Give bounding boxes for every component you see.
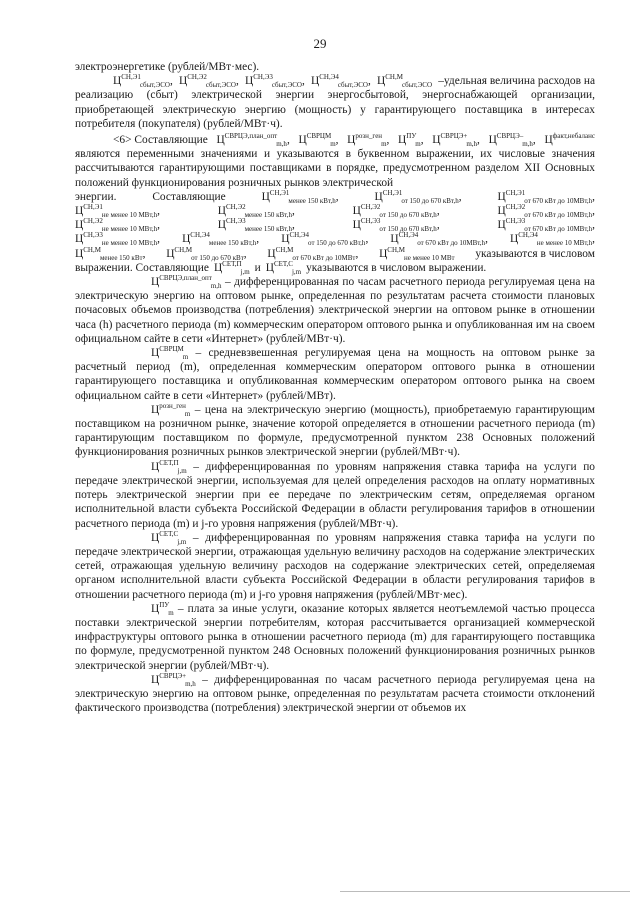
vars-line-2 <box>75 204 595 218</box>
symbol-m-less10: $Ц^{СН,М}_{не менее 10 МВт}$ <box>379 245 455 262</box>
vars-line-3 <box>75 218 595 232</box>
symbol-e3-less150: $Ц^{СН,Э3}_{менее 150 кВт,h}$, <box>217 217 295 234</box>
sbyt-desc-start: –удельная величина расходов на <box>438 75 595 88</box>
symbol-e1-150-670: $Ц^{СН,Э1}_{от 150 до 670 кВт,h}$, <box>374 188 462 205</box>
symbol-sbyt-m: $Ц^{СН,М}_{сбыт,ЭСО}$ <box>377 73 433 90</box>
document-body <box>75 60 595 715</box>
symbol-e2-150-670: $Ц^{СН,Э2}_{от 150 до 670 кВт,h}$, <box>352 203 440 220</box>
symbol-e2-less150: $Ц^{СН,Э2}_{менее 150 кВт,h}$, <box>217 203 295 220</box>
scan-edge-line <box>340 891 630 895</box>
symbol-m-150-670: $Ц^{СН,М}_{от 150 до 670 кВт}$, <box>166 245 247 262</box>
paragraph-sbyt-desc: реализацию (сбыт) электрической энергии энергосбытовой, энергоснабжающей организации, приобретающей электрическую энергию (мощность) у гарантирующего поставщика в интересах потребителя (покупателя) (рублей/МВт·ч). <box>75 89 595 130</box>
vars-line-4 <box>75 232 595 246</box>
symbol-fakt-nebalans: $Ц^{факт,небаланс}$ <box>544 132 595 147</box>
definition-set-p: $Ц^{СЕТ,П}_{j,m}$ – дифференцированная по уровням напряжения ставка тарифа на услуги по передаче электрической энергии, используемая для целей определения расходов на оплату нормативных потерь электрической энергии при ее передаче по электрическим сетям, определяемая органом исполнительной власти субъекта Российской Федерации в области регулирования тарифов в отношении расчетного периода (m) и j-го уровня напряжения (рублей/МВт·ч). <box>75 458 595 530</box>
page-number: 29 <box>313 36 327 51</box>
vars-line-1 <box>75 190 595 204</box>
symbol-def-rozn-gen: $Ц^{розн\_ген}_m$ <box>151 401 191 418</box>
sostav-word: Составляющие <box>152 190 226 203</box>
symbol-svrce-minus: $Ц^{СВРЦЭ-}_{m,h}$, <box>488 132 536 149</box>
symbol-plan-opt: $Ц^{СВРЦЭ,план\_опт}_{m,h}$, <box>216 132 290 149</box>
paragraph-footnote-6: являются переменными значениями и указываются в буквенном выражении, их числовые значения рассчитываются гарантирующими поставщиками в порядке, предусмотренном разделом XII Основных положений функционирования розничных рынков электрической <box>75 148 595 189</box>
symbol-def-set-p: $Ц^{СЕТ,П}_{j,m}$ <box>151 458 187 475</box>
symbol-e4-670-10: $Ц^{СН,Э4}_{от 670 кВт до 10МВт,h}$, <box>390 231 488 248</box>
symbol-e3-less10: $Ц^{СН,Э3}_{не менее 10 МВт,h}$, <box>75 231 160 248</box>
definition-svrcm: $Ц^{СВРЦМ}_m$ – средневзвешенная регулируемая цена на мощность на оптовом рынке за расчетный период (m), определенная коммерческим оператором оптового рынка в отношении гарантирующего поставщика и опубликованная коммерческим оператором оптового рынка на своем официальном сайте в сети «Интернет» (рублей/МВт). <box>75 345 595 402</box>
symbol-def-svrce-plus: $Ц^{СВРЦЭ+}_{m,h}$ <box>151 671 196 688</box>
and-word: и <box>254 261 261 274</box>
definition-set-c: $Ц^{СЕТ,С}_{j,m}$ – дифференцированная по уровням напряжения ставка тарифа на услуги по передаче электрической энергии, отражающая удельную величину расходов на содержание электрических сетей, отражающая удельную величину расходов на содержание электрических сетей, определяемая органом исполнительной власти субъекта Российской Федерации в области регулирования тарифов в отношении расчетного периода (m) и j-го уровня напряжения (рублей/МВт·мес). <box>75 529 595 601</box>
symbol-e2-less10: $Ц^{СН,Э2}_{не менее 10 МВт,h}$, <box>75 217 160 234</box>
expr-start: выражении. Составляющие <box>75 261 209 274</box>
symbol-e1-670-10: $Ц^{СН,Э1}_{от 670 кВт до 10МВт,h}$, <box>497 188 595 205</box>
symbol-svrce-plus: $Ц^{СВРЦЭ+}_{m,h}$, <box>432 132 480 149</box>
symbol-def-plan-opt: $Ц^{СВРЦЭ,план\_опт}_{m,h}$ <box>151 274 222 291</box>
definition-pu: $Ц^{ПУ}_m$ – плата за иные услуги, оказание которых является неотъемлемой частью процесса поставки электрической энергии потребителям, которая рассчитывается организацией коммерческой инфраструктуры оптового рынка в отношении расчетного периода (m) для гарантирующего поставщика по формуле, предусмотренной пунктом 248 Основных положений функционирования розничных рынков электрической энергии (рублей/МВт·ч). <box>75 600 595 672</box>
symbol-m-670-10: $Ц^{СН,М}_{от 670 кВт до 10МВт}$, <box>267 245 359 262</box>
definition-svrce-plus: $Ц^{СВРЦЭ+}_{m,h}$ – дифференцированная по часам расчетного периода регулируемая цена на электрическую энергию на оптовом рынке, определенная по результатам расчета стоимости отклонений фактического производства (потребления) электрической энергии от объемов их <box>75 671 595 715</box>
symbol-def-svrcm: $Ц^{СВРЦМ}_m$ <box>151 345 189 362</box>
symbol-sbyt-e3: $Ц^{СН,Э3}_{сбыт,ЭСО}$, <box>245 73 305 90</box>
symbol-sbyt-e4: $Ц^{СН,Э4}_{сбыт,ЭСО}$, <box>311 73 371 90</box>
symbol-def-pu: $Ц^{ПУ}_m$ <box>151 600 174 617</box>
symbol-e3-150-670: $Ц^{СН,Э3}_{от 150 до 670 кВт,h}$, <box>352 217 440 234</box>
footnote-6-line <box>113 133 595 147</box>
definition-plan-opt: $Ц^{СВРЦЭ,план\_опт}_{m,h}$ – дифференцированная по часам расчетного периода регулируемая цена на электрическую энергию на оптовом рынке, определенная по результатам расчета стоимости плановых почасовых объемов производства (потребления) электрической энергии на оптовом рынке в отношении часа (h) расчетного периода (m) коммерческим оператором оптового рынка и опубликованная им на своем официальном сайте в сети «Интернет» (рублей/МВт·ч). <box>75 274 595 345</box>
symbol-e1-less150: $Ц^{СН,Э1}_{менее 150 кВт,h}$, <box>261 188 339 205</box>
symbol-e3-670-10: $Ц^{СН,Э3}_{от 670 кВт до 10МВт,h}$, <box>497 217 595 234</box>
symbol-e1-less10: $Ц^{СН,Э1}_{не менее 10 МВт,h}$, <box>75 203 160 220</box>
expr-end: указываются в числовом выражении. <box>306 261 487 274</box>
symbol-set-p-inline: $Ц^{СЕТ,П}_{j,m}$ <box>213 259 250 276</box>
symbol-rozn-gen: $Ц^{розн\_ген}_m$, <box>347 132 390 149</box>
symbol-svrcm: $Ц^{СВРЦМ}_m$, <box>298 132 339 149</box>
symbol-sbyt-e2: $Ц^{СН,Э2}_{сбыт,ЭСО}$, <box>179 73 239 90</box>
symbol-def-set-c: $Ц^{СЕТ,С}_{j,m}$ <box>151 529 187 546</box>
definition-rozn-gen: $Ц^{розн\_ген}_m$ – цена на электрическую энергию (мощность), приобретаемую гарантирующим поставщиком на розничном рынке, значение которой определяется в отношении расчетного периода (m) гарантирующим поставщиком по формуле, предусмотренной пунктом 238 Основных положений функционирования розничных рынков электрической энергии (рублей/МВт·ч). <box>75 401 595 459</box>
vars-line-5 <box>75 247 595 261</box>
symbol-sbyt-e1: $Ц^{СН,Э1}_{сбыт,ЭСО}$, <box>113 73 173 90</box>
paragraph-intro: электроэнергетике (рублей/МВт·мес). <box>75 61 260 73</box>
symbol-e4-less150: $Ц^{СН,Э4}_{менее 150 кВт,h}$, <box>182 231 260 248</box>
symbol-set-c-inline: $Ц^{СЕТ,С}_{j,m}$ <box>265 259 302 276</box>
symbol-e4-150-670: $Ц^{СН,Э4}_{от 150 до 670 кВт,h}$, <box>281 231 369 248</box>
vars-line-6 <box>75 261 595 275</box>
symbol-pu: $Ц^{ПУ}_m$, <box>398 132 424 149</box>
energy-word: энергии. <box>75 190 117 203</box>
symbol-m-less150: $Ц^{СН,М}_{менее 150 кВт}$, <box>75 245 146 262</box>
formula-sbyt-line <box>113 74 595 88</box>
symbol-e4-less10: $Ц^{СН,Э4}_{не менее 10 МВт,h}$, <box>510 231 595 248</box>
symbol-e2-670-10: $Ц^{СН,Э2}_{от 670 кВт до 10МВт,h}$, <box>497 203 595 220</box>
numeric-text: указываются в числовом <box>475 247 595 260</box>
footnote-6-start: <6> Составляющие <box>113 134 208 147</box>
